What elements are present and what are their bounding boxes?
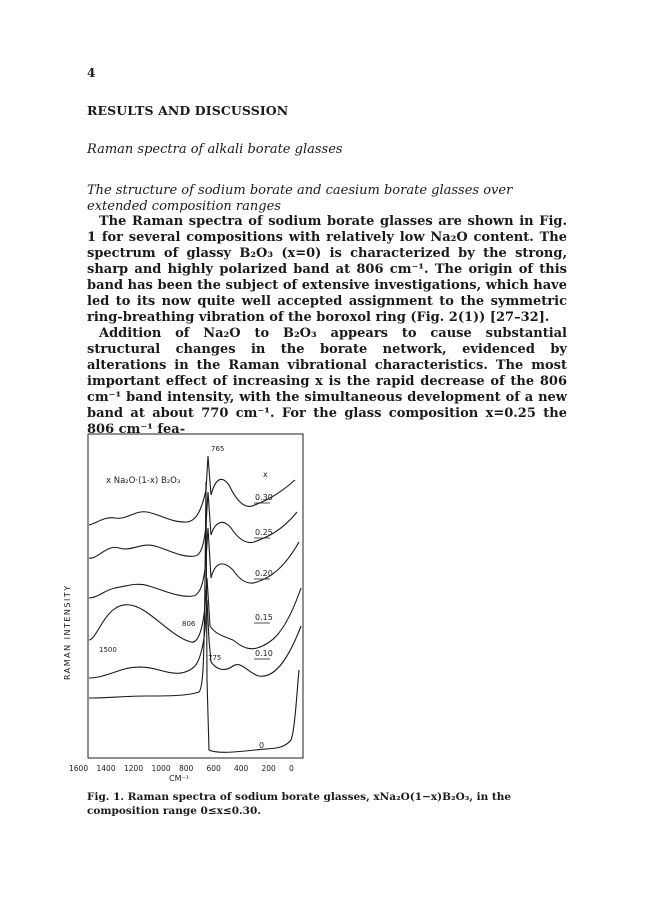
x-tick-label: 1000 [151,764,171,773]
figure-1 [63,430,317,783]
x-tick-label: 800 [179,764,194,773]
x-tick-label: 400 [234,764,249,773]
x-tick-label: 1200 [124,764,144,773]
body-text [87,214,567,438]
peak-806-label: 806 [182,620,196,628]
peak-765-label: 765 [211,445,225,453]
x-tick-label: 600 [206,764,221,773]
spectrum-curve-010 [89,600,301,678]
composition-label: 0.15 [255,613,273,622]
x-header-label: x [263,470,268,479]
x-tick-label: 200 [261,764,276,773]
x-tick-labels [69,764,309,776]
x-tick-label: 0 [289,764,294,773]
composition-label: 0.20 [255,569,273,578]
composition-label: 0.25 [255,528,273,537]
x-tick-label: 1600 [69,764,89,773]
spectrum-curve-020 [89,528,299,598]
formula-label: x Na₂O·(1-x) B₂O₃ [106,476,181,486]
paragraph-2: Addition of Na₂O to B₂O₃ appears to cause substantial structural changes in the borate network, evidenced by alterations in the Raman vibrational characteristics. The most important effect of increasing x is the rapid decrease of the 806 cm⁻¹ band intensity, with the simultaneous development of a new band at about 770 cm⁻¹. For the glass composition x=0.25 the 806 cm⁻¹ fea- [87,326,567,437]
raman-spectra-plot [87,430,317,782]
x-axis-unit: CM⁻¹ [169,774,189,783]
composition-labels [254,493,273,750]
subsubheading: The structure of sodium borate and caesium borate glasses over extended composition ranges [87,183,513,214]
subheading: Raman spectra of alkali borate glasses [87,142,343,157]
composition-label: 0.30 [255,493,273,502]
paragraph-1: The Raman spectra of sodium borate glasses are shown in Fig. 1 for several compositions with relatively low Na₂O content. The spectrum of glassy B₂O₃ (x=0) is characterized by the strong, sharp and highly polarized band at 806 cm⁻¹. The origin of this band has been the subject of extensive investigations, which have led to its now quite well accepted assignment to the symmetric ring-breathing vibration of the boroxol ring (Fig. 2(1)) [27–32]. [87,214,567,325]
page-number: 4 [87,66,96,80]
spectrum-curve-030 [89,456,295,525]
figure-caption: Fig. 1. Raman spectra of sodium borate glasses, xNa₂O(1−x)B₂O₃, in the composition range 0≤x≤0.30. [87,791,512,817]
y-axis-label: RAMAN INTENSITY [63,584,72,680]
composition-label: 0 [259,741,265,750]
section-heading: RESULTS AND DISCUSSION [87,103,289,118]
composition-label: 0.10 [255,649,273,658]
x-tick-label: 1400 [96,764,116,773]
peak-1500-label: 1500 [99,646,117,654]
peak-775-label: 775 [208,654,222,662]
